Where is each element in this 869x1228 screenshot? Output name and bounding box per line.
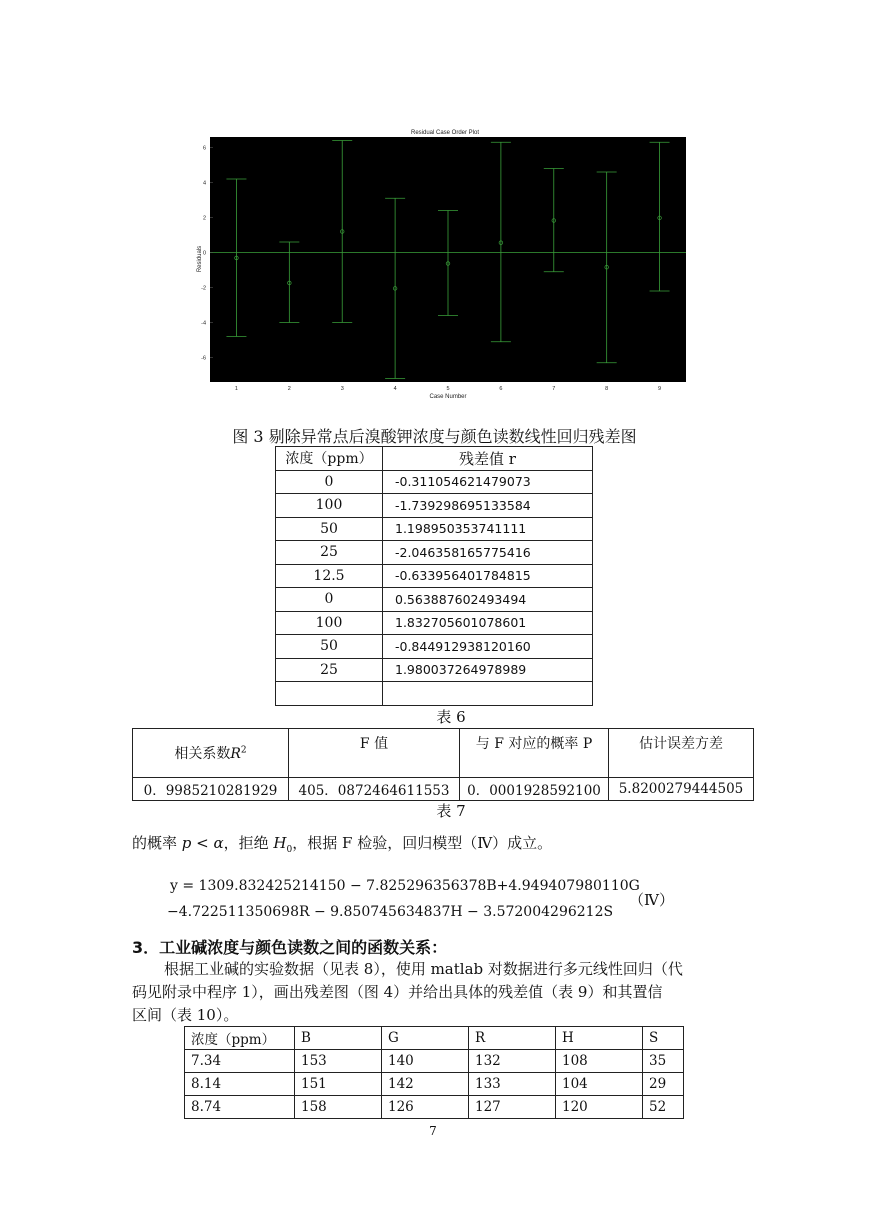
concentration-cell: 50 [276,517,383,541]
table-cell: 142 [382,1073,469,1096]
table-row [185,1050,684,1073]
residual-cell: -0.311054621479073 [383,470,593,494]
page-number: 7 [429,1124,437,1138]
table-cell: 140 [382,1050,469,1073]
table-row [276,470,593,494]
table-cell: 158 [295,1096,382,1119]
equation-line-2: −4.722511350698R − 9.850745634837H − 3.572004296212S [167,904,614,920]
residual-cell: -1.739298695133584 [383,494,593,518]
table-cell: 52 [643,1096,684,1119]
residual-case-order-plot [190,128,700,400]
industrial-alkali-data-table [184,1026,684,1119]
table-cell: 153 [295,1050,382,1073]
table-cell: 151 [295,1073,382,1096]
table-row [276,494,593,518]
concentration-cell: 0 [276,470,383,494]
table-cell: 8.74 [185,1096,295,1119]
residual-cell: 1.980037264978989 [383,658,593,682]
concentration-cell: 12.5 [276,564,383,588]
x-tick-label: 9 [658,386,662,392]
table-row [276,658,593,682]
table-row [276,564,593,588]
table-cell: 7.34 [185,1050,295,1073]
y-tick-label: -4 [201,320,206,327]
residual-cell: -2.046358165775416 [383,541,593,565]
equation-label: （Ⅳ） [629,891,674,909]
concentration-cell: 25 [276,658,383,682]
value-probability: 0．0001928592100 [460,778,609,801]
table-row [276,541,593,565]
concentration-cell [276,682,383,706]
table-cell: 126 [382,1096,469,1119]
x-tick-label: 1 [234,386,238,392]
residual-cell: -0.844912938120160 [383,635,593,659]
table-cell: 35 [643,1050,684,1073]
concentration-cell: 100 [276,611,383,635]
table-cell: 120 [556,1096,643,1119]
paragraph-line-1: 根据工业碱的实验数据（见表 8），使用 matlab 对数据进行多元线性回归（代 [164,960,683,978]
equation-line-1: y = 1309.832425214150 − 7.825296356378B+4.949407980110G [170,878,640,894]
value-f: 405．0872464611553 [289,778,460,801]
section-heading: 3．工业碱浓度与颜色读数之间的函数关系： [132,938,448,957]
x-tick-label: 2 [287,386,291,392]
header-f-value: F 值 [289,729,460,778]
header-probability: 与 F 对应的概率 P [460,729,609,778]
table-row [276,517,593,541]
y-tick-label: 2 [202,215,206,222]
table-cell: 127 [469,1096,556,1119]
table-row [185,1096,684,1119]
residual-cell: 1.832705601078601 [383,611,593,635]
chart-title: Residual Case Order Plot [410,130,480,136]
y-tick-label: 4 [202,180,206,187]
table-cell: R [469,1027,556,1050]
y-axis-label: Residuals [197,245,203,273]
table-row [276,588,593,612]
x-tick-label: 5 [446,386,450,392]
residual-cell: -0.633956401784815 [383,564,593,588]
x-tick-label: 3 [340,386,344,392]
paragraph-line-3: 区间（表 10）。 [132,1006,239,1024]
x-tick-label: 8 [605,386,609,392]
residual-cell [383,682,593,706]
x-tick-label: 4 [393,386,397,392]
paragraph-line-2: 码见附录中程序 1），画出残差图（图 4）并给出具体的残差值（表 9）和其置信 [132,983,663,1001]
residual-table [275,446,593,706]
table-cell: B [295,1027,382,1050]
table-cell: G [382,1027,469,1050]
figure-caption: 图 3 剔除异常点后溴酸钾浓度与颜色读数线性回归残差图 [232,427,637,446]
table-cell: 133 [469,1073,556,1096]
table-row [276,611,593,635]
table6-caption: 表 6 [436,708,466,726]
table-row [276,682,593,706]
header-error-variance: 估计误差方差 [609,729,754,778]
concentration-cell: 100 [276,494,383,518]
table-header-row [185,1027,684,1050]
x-tick-label: 7 [552,386,556,392]
table-cell: 8.14 [185,1073,295,1096]
table-row [185,1073,684,1096]
value-correlation: 0．9985210281929 [133,778,289,801]
table-cell: 29 [643,1073,684,1096]
header-correlation: 相关系数$R^2$ [133,729,289,778]
table-cell: 108 [556,1050,643,1073]
table-cell: S [643,1027,684,1050]
concentration-cell: 25 [276,541,383,565]
residual-cell: 1.198950353741111 [383,517,593,541]
concentration-cell: 浓度（ppm） [276,447,383,471]
table-cell: H [556,1027,643,1050]
table-cell: 104 [556,1073,643,1096]
table-cell: 132 [469,1050,556,1073]
table-header-row [276,447,593,471]
concentration-cell: 0 [276,588,383,612]
y-tick-label: -2 [201,285,206,292]
y-tick-label: -6 [201,355,206,362]
value-error-variance: 5.8200279444505 [609,778,754,801]
x-axis-label: Case Number [429,394,467,400]
table7-caption: 表 7 [436,802,466,820]
residual-cell: 0.563887602493494 [383,588,593,612]
y-tick-label: 0 [202,250,206,257]
table-row [276,635,593,659]
regression-stats-table [132,728,754,801]
y-tick-label: 6 [202,145,206,152]
conclusion-text: 的概率 p < α，拒绝 $H_0$，根据 F 检验，回归模型（Ⅳ）成立。 [132,834,553,855]
table-cell: 浓度（ppm） [185,1027,295,1050]
x-tick-label: 6 [499,386,503,392]
residual-cell: 残差值 r [383,447,593,471]
concentration-cell: 50 [276,635,383,659]
